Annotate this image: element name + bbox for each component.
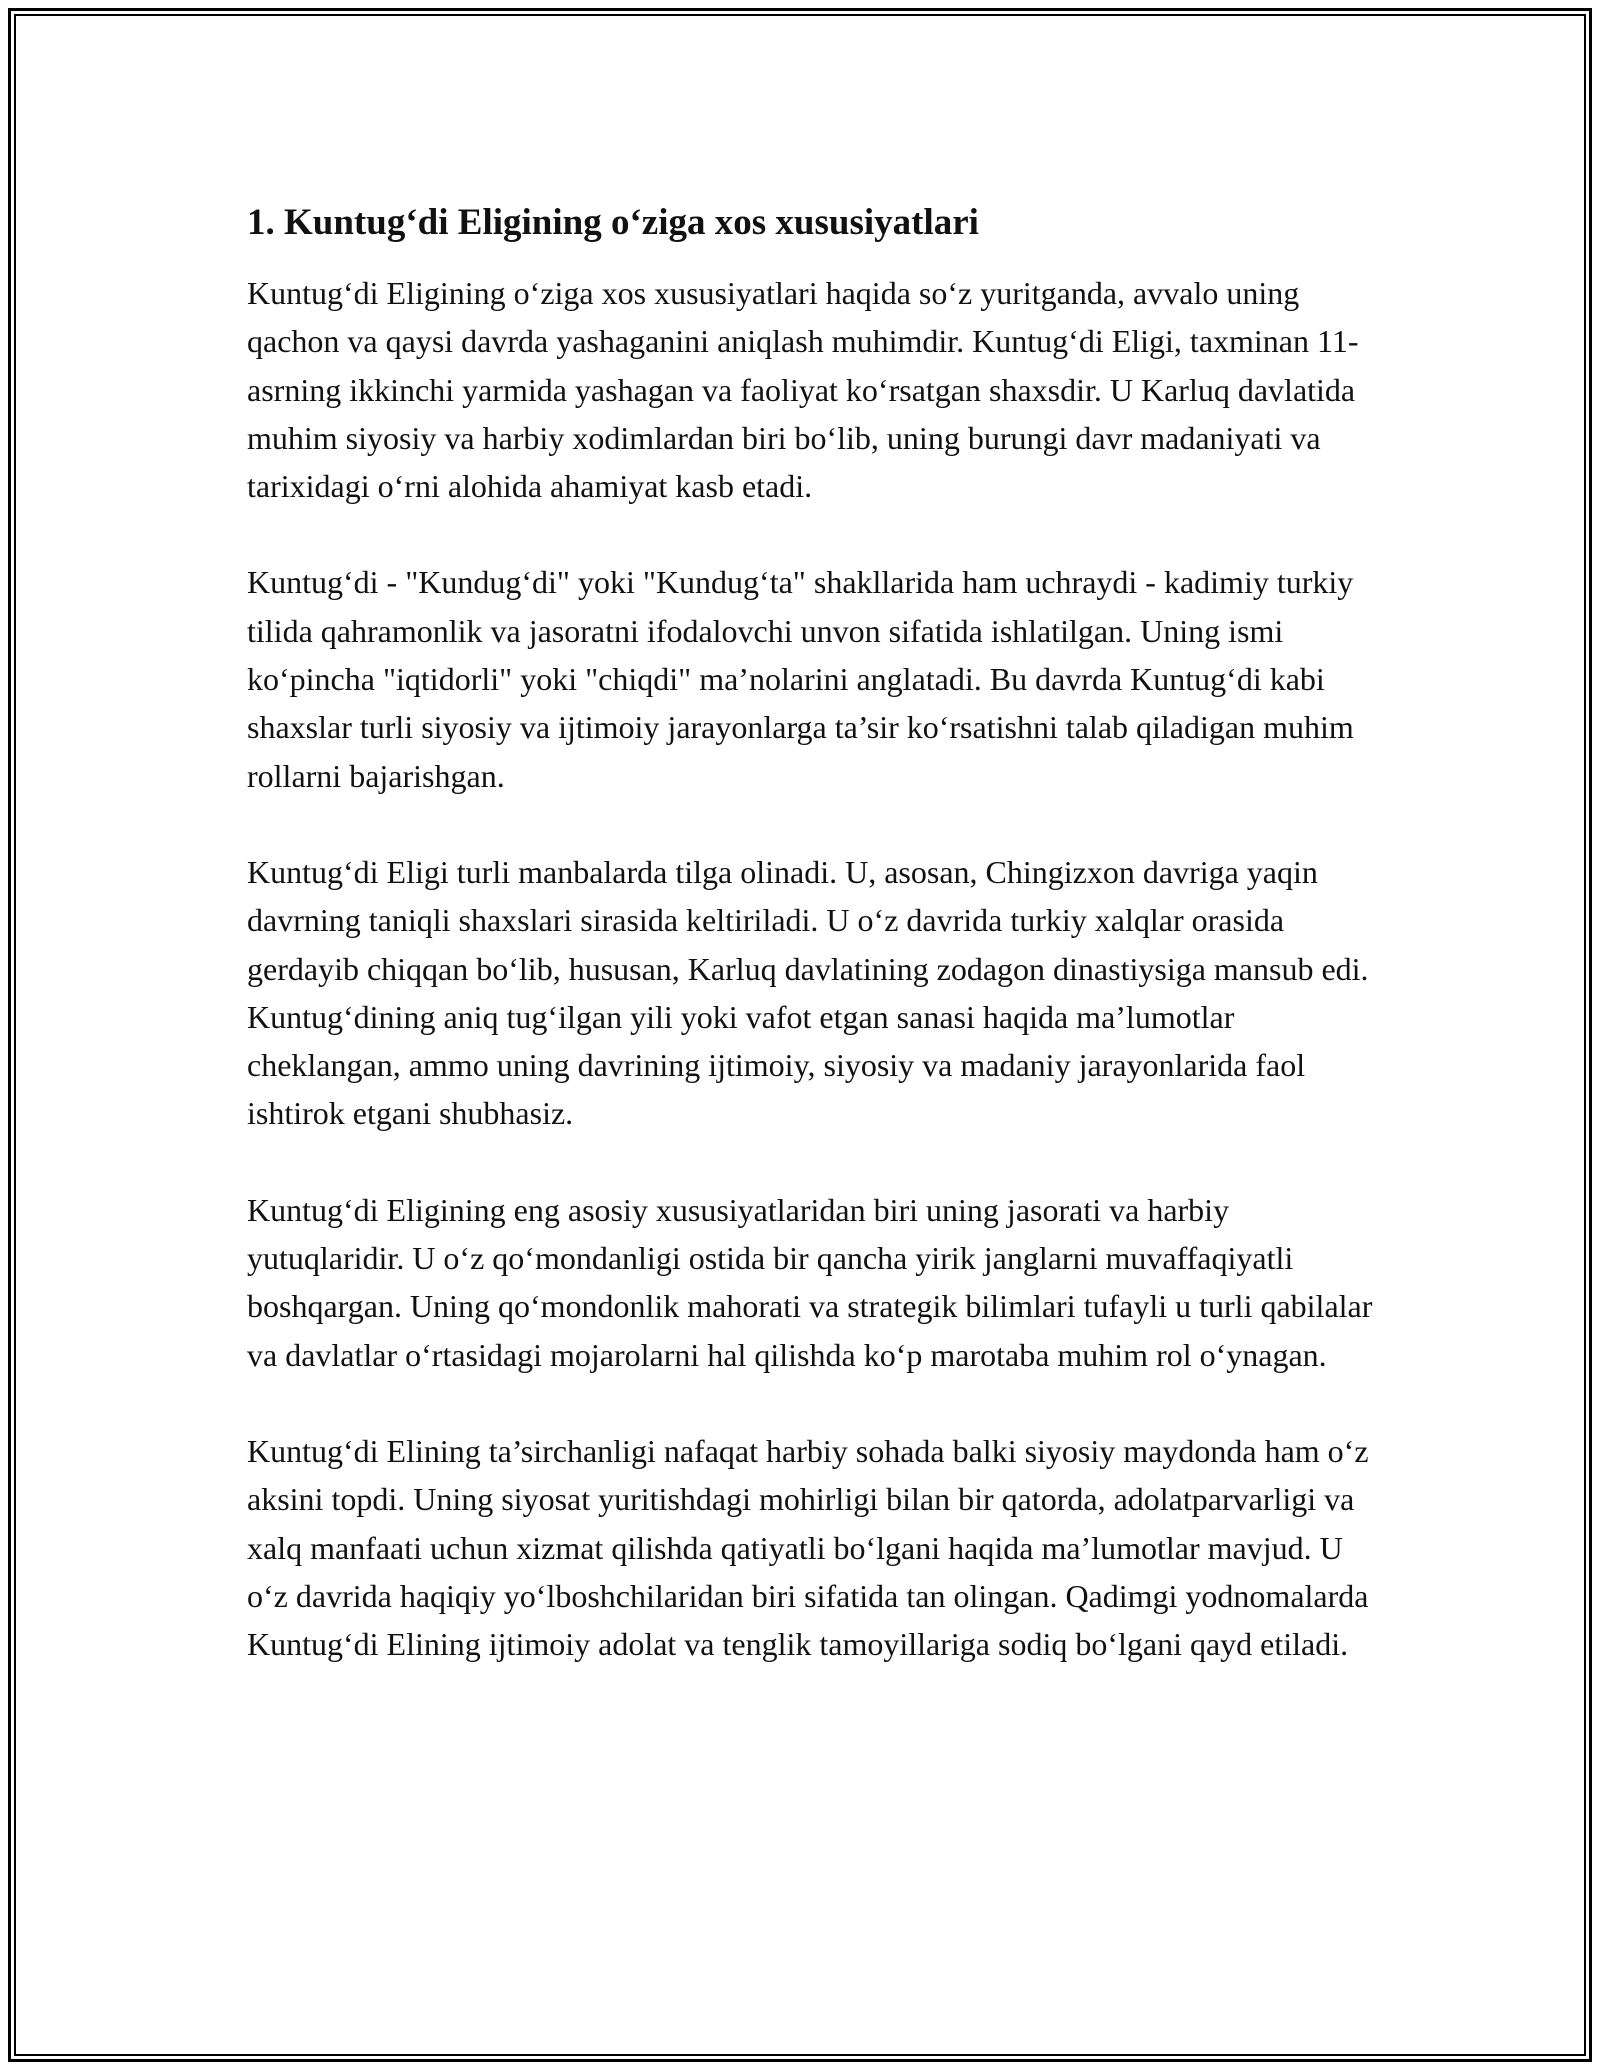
paragraph-1: Kuntug‘di Eligining o‘ziga xos xususiyatlari haqida so‘z yuritganda, avvalo uning qachon va qaysi davrda yashaganini aniqlash muhimdir. Kuntug‘di Eligi, taxminan 11-asrning ikkinchi yarmida yashagan va faoliyat ko‘rsatgan shaxsdir. U Karluq davlatida muhim siyosiy va harbiy xodimlardan biri bo‘lib, uning burungi davr madaniyati va tarixidagi o‘rni alohida ahamiyat kasb etadi. (247, 275, 1359, 505)
paragraph-4: Kuntug‘di Eligining eng asosiy xususiyatlaridan biri uning jasorati va harbiy yutuqlaridir. U o‘z qo‘mondanligi ostida bir qancha yirik janglarni muvaffaqiyatli boshqargan. Uning qo‘mondonlik mahorati va strategik bilimlari tufayli u turli qabilalar va davlatlar o‘rtasidagi mojarolarni hal qilishda ko‘p marotaba muhim rol o‘ynagan. (247, 1191, 1373, 1373)
section-heading: 1. Kuntug‘di Eligining o‘ziga xos xususiyatlari (247, 202, 979, 243)
paragraph-2: Kuntug‘di - "Kundug‘di" yoki "Kundug‘ta" shakllarida ham uchraydi - kadimiy turkiy tilida qahramonlik va jasoratni ifodalovchi unvon sifatida ishlatilgan. Uning ismi ko‘pincha "iqtidorli" yoki "chiqdi" ma’nolarini anglatadi. Bu davrda Kuntug‘di kabi shaxslar turli siyosiy va ijtimoiy jarayonlarga ta’sir ko‘rsatishni talab qiladigan muhim rollarni bajarishgan. (247, 564, 1354, 794)
page-frame (8, 8, 1592, 2062)
paragraph-5: Kuntug‘di Elining ta’sirchanligi nafaqat harbiy sohada balki siyosiy maydonda ham o‘z aksini topdi. Uning siyosat yuritishdagi mohirligi bilan bir qatorda, adolatparvarligi va xalq manfaati uchun xizmat qilishda qatiyatli bo‘lgani haqida ma’lumotlar mavjud. U o‘z davrida haqiqiy yo‘lboshchilaridan biri sifatida tan olingan. Qadimgi yodnomalarda Kuntug‘di Elining ijtimoiy adolat va tenglik tamoyillariga sodiq bo‘lgani qayd etiladi. (247, 1432, 1369, 1663)
document-content (247, 197, 1377, 1716)
paragraph-3: Kuntug‘di Eligi turli manbalarda tilga olinadi. U, asosan, Chingizxon davriga yaqin davrning taniqli shaxslari sirasida keltiriladi. U o‘z davrida turkiy xalqlar orasida gerdayib chiqqan bo‘lib, hususan, Karluq davlatining zodagon dinastiysiga mansub edi. Kuntug‘dining aniq tug‘ilgan yili yoki vafot etgan sanasi haqida ma’lumotlar cheklangan, ammo uning davrining ijtimoiy, siyosiy va madaniy jarayonlarida faol ishtirok etgani shubhasiz. (247, 853, 1369, 1132)
